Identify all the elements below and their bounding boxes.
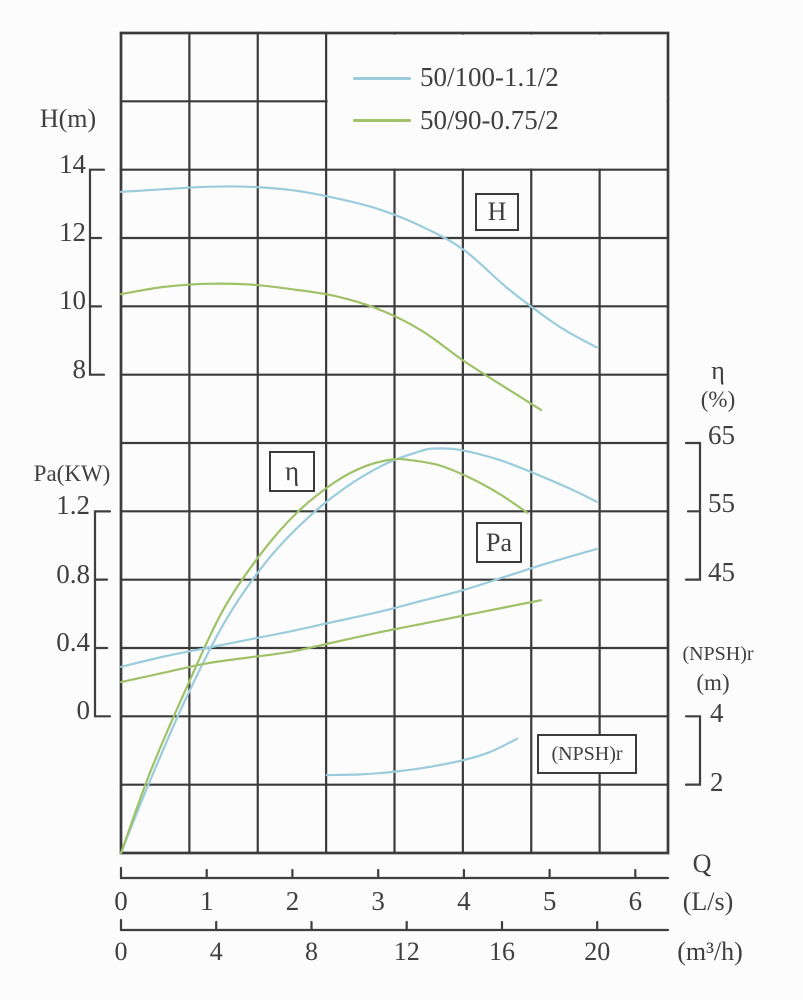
legend-window: [328, 35, 667, 169]
flow-ls-tick-2: 2: [285, 886, 300, 916]
efficiency-tick-55: 55: [708, 488, 735, 519]
head-tick-14: 14: [59, 148, 86, 179]
power-tick-1.2: 1.2: [56, 490, 90, 521]
npsh-axis-title: (NPSH)r: [682, 643, 754, 665]
curve-eta-50/90-0.75/2: [121, 459, 527, 853]
npsh-axis-bracket: [686, 716, 700, 784]
npsh-tick-4: 4: [710, 698, 724, 729]
curve-H-50/100-1.1/2: [121, 186, 597, 347]
flow-ls-tick-1: 1: [199, 886, 214, 916]
flow-axis-m3h: [121, 920, 668, 930]
flow-axis-title: Q: [692, 849, 712, 878]
head-axis-title: H(m): [39, 104, 97, 133]
power-axis-bracket: [95, 511, 110, 716]
curve-Pa-50/100-1.1/2: [121, 549, 597, 667]
curve-npsh-50/100-1.1/2: [327, 739, 517, 775]
npsh-axis-unit: (m): [696, 670, 730, 695]
curve-label-box-Pa: Pa: [476, 522, 522, 563]
efficiency-axis-title: η: [711, 356, 725, 385]
efficiency-axis-unit: (%): [700, 387, 736, 412]
curve-label-box-npsh: (NPSH)r: [537, 734, 637, 774]
power-tick-0.4: 0.4: [56, 626, 90, 657]
efficiency-axis-bracket: [686, 443, 700, 580]
flow-m3h-tick-0: 0: [114, 937, 128, 966]
legend-label-pump2: 50/90-0.75/2: [420, 105, 559, 135]
power-tick-0: 0: [76, 695, 90, 726]
npsh-tick-2: 2: [710, 766, 724, 797]
flow-ls-tick-5: 5: [542, 886, 557, 916]
flow-axis-ls: [121, 868, 668, 878]
flow-ls-tick-0: 0: [114, 886, 128, 916]
flow-m3h-tick-20: 20: [584, 937, 611, 966]
head-tick-8: 8: [72, 353, 86, 384]
efficiency-tick-45: 45: [708, 556, 735, 587]
head-tick-12: 12: [59, 217, 86, 248]
flow-axis-unit-ls: (L/s): [682, 887, 734, 916]
curve-H-50/90-0.75/2: [121, 284, 541, 410]
flow-axis-unit-m3h: (m³/h): [677, 937, 743, 966]
power-axis-title: Pa(KW): [33, 461, 111, 486]
flow-ls-tick-6: 6: [628, 886, 643, 916]
flow-m3h-tick-8: 8: [304, 937, 318, 966]
power-tick-0.8: 0.8: [56, 558, 90, 589]
flow-ls-tick-4: 4: [457, 886, 471, 916]
legend-line-pump2: [353, 119, 411, 122]
legend-line-pump1: [353, 77, 411, 80]
curve-Pa-50/90-0.75/2: [121, 600, 541, 682]
legend-label-pump1: 50/100-1.1/2: [420, 62, 559, 92]
curve-label-box-H: H: [475, 193, 519, 231]
flow-m3h-tick-12: 12: [393, 937, 420, 966]
flow-ls-tick-3: 3: [371, 886, 385, 916]
head-tick-10: 10: [59, 285, 86, 316]
curve-label-box-eta: η: [269, 451, 315, 492]
flow-m3h-tick-16: 16: [488, 937, 515, 966]
efficiency-tick-65: 65: [708, 420, 735, 450]
head-axis-bracket: [90, 170, 104, 375]
flow-m3h-tick-4: 4: [209, 937, 223, 966]
